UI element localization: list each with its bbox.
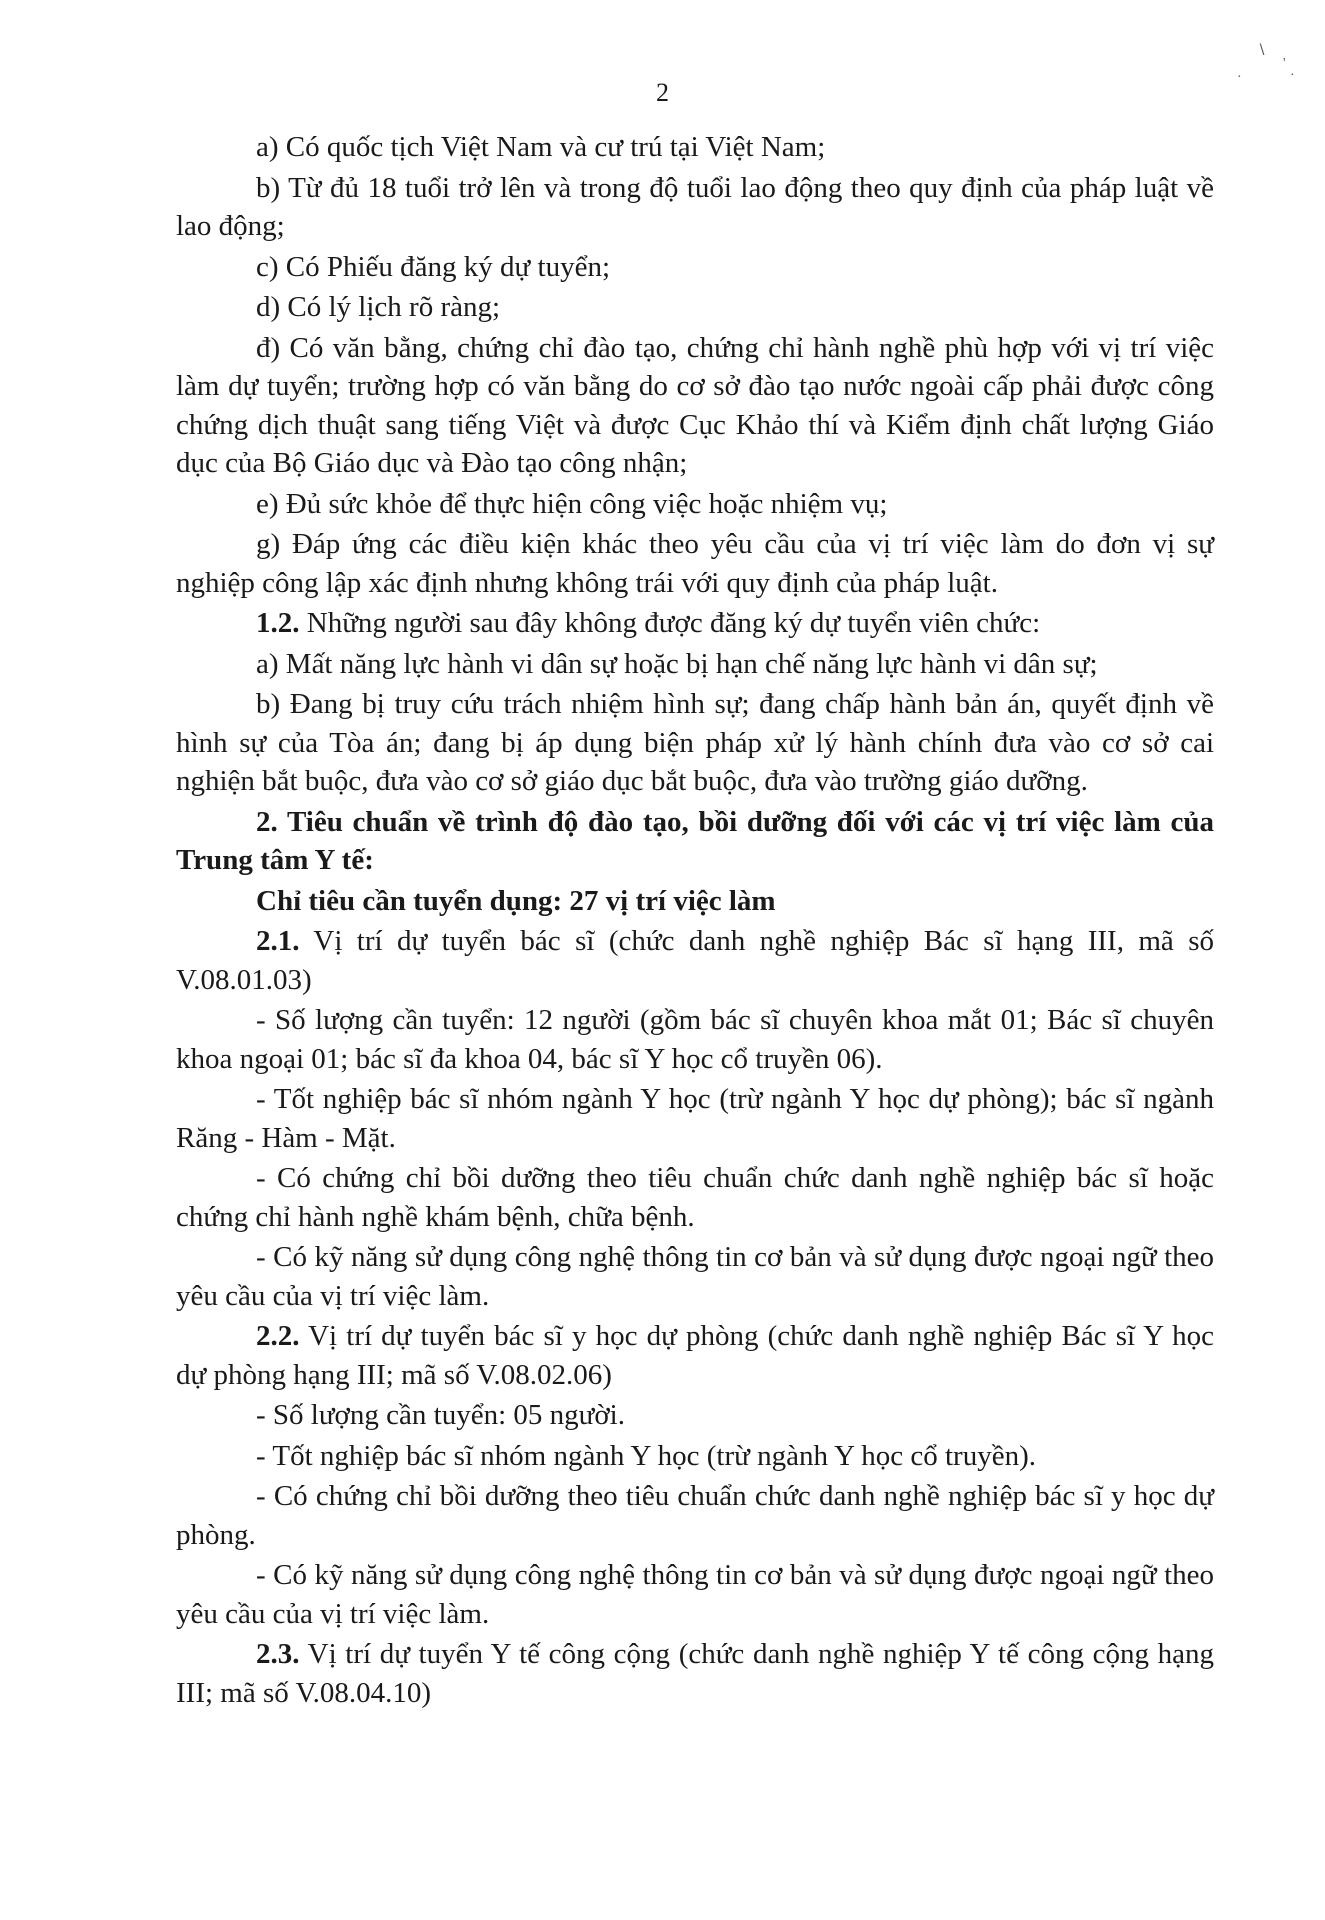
paragraph-civil-capacity: a) Mất năng lực hành vi dân sự hoặc bị hạn chế năng lực hành vi dân sự; xyxy=(256,647,1098,680)
section-text: Những người sau đây không được đăng ký dự tuyển viên chức: xyxy=(299,607,1041,639)
paragraph-health: e) Đủ sức khỏe để thực hiện công việc hoặc nhiệm vụ; xyxy=(256,487,888,520)
paragraph-criminal-liability: b) Đang bị truy cứu trách nhiệm hình sự; đang chấp hành bản án, quyết định về hình sự của Tòa án; đang bị áp dụng biện pháp xử lý hành chính đưa vào cơ sở cai nghiện bắt buộc, đưa vào cơ sở giáo dục bắt buộc, đưa vào trường giáo dưỡng. xyxy=(176,688,1214,797)
paragraph-section-2-2 xyxy=(176,1317,1214,1394)
section-number: 1.2. xyxy=(256,607,300,639)
page-number: 2 xyxy=(656,78,669,107)
scan-artifact-marks: ∖ ' · · xyxy=(1237,43,1295,85)
paragraph-qualifications: đ) Có văn bằng, chứng chỉ đào tạo, chứng chỉ hành nghề phù hợp với vị trí việc làm dự tuyển; trường hợp có văn bằng do cơ sở đào tạo nước ngoài cấp phải được công chứng dịch thuật sang tiếng Việt và được Cục Khảo thí và Kiểm định chất lượng Giáo dục của Bộ Giáo dục và Đào tạo công nhận; xyxy=(176,331,1214,479)
paragraph-preventive-certificate: - Có chứng chỉ bồi dưỡng theo tiêu chuẩn chức danh nghề nghiệp bác sĩ y học dự phòng. xyxy=(176,1480,1214,1551)
paragraph-preventive-skills: - Có kỹ năng sử dụng công nghệ thông tin cơ bản và sử dụng được ngoại ngữ theo yêu cầu của vị trí việc làm. xyxy=(176,1559,1214,1630)
paragraph-other-conditions: g) Đáp ứng các điều kiện khác theo yêu cầu của vị trí việc làm do đơn vị sự nghiệp công lập xác định nhưng không trái với quy định của pháp luật. xyxy=(176,528,1214,599)
paragraph-doctor-quantity: - Số lượng cần tuyển: 12 người (gồm bác sĩ chuyên khoa mắt 01; Bác sĩ chuyên khoa ngoại 01; bác sĩ đa khoa 04, bác sĩ Y học cổ truyền 06). xyxy=(176,1004,1214,1075)
paragraph-preventive-degree: - Tốt nghiệp bác sĩ nhóm ngành Y học (trừ ngành Y học cổ truyền). xyxy=(256,1439,1036,1472)
section-text: Vị trí dự tuyển bác sĩ y học dự phòng (chức danh nghề nghiệp Bác sĩ Y học dự phòng hạng III; mã số V.08.02.06) xyxy=(176,1320,1214,1391)
section-number: 2.3. xyxy=(256,1638,300,1670)
paragraph-doctor-skills: - Có kỹ năng sử dụng công nghệ thông tin cơ bản và sử dụng được ngoại ngữ theo yêu cầu của vị trí việc làm. xyxy=(176,1241,1214,1312)
paragraph-nationality: a) Có quốc tịch Việt Nam và cư trú tại Việt Nam; xyxy=(256,131,826,163)
section-text: Vị trí dự tuyển Y tế công cộng (chức danh nghề nghiệp Y tế công cộng hạng III; mã số V.08.04.10) xyxy=(176,1638,1214,1709)
paragraph-section-2-3 xyxy=(176,1635,1214,1712)
section-text: Vị trí dự tuyển bác sĩ (chức danh nghề nghiệp Bác sĩ hạng III, mã số V.08.01.03) xyxy=(176,925,1214,996)
heading-section-2: 2. Tiêu chuẩn về trình độ đào tạo, bồi dưỡng đối với các vị trí việc làm của Trung tâm Y tế: xyxy=(176,805,1214,876)
section-number: 2.1. xyxy=(256,925,300,957)
section-number: 2.2. xyxy=(256,1320,300,1352)
paragraph-section-2-1 xyxy=(176,922,1214,999)
heading-recruitment-quota: Chỉ tiêu cần tuyển dụng: 27 vị trí việc làm xyxy=(256,884,776,917)
document-body xyxy=(176,128,1214,1714)
paragraph-background: d) Có lý lịch rõ ràng; xyxy=(256,291,501,323)
paragraph-doctor-certificate: - Có chứng chỉ bồi dưỡng theo tiêu chuẩn chức danh nghề nghiệp bác sĩ hoặc chứng chỉ hành nghề khám bệnh, chữa bệnh. xyxy=(176,1162,1214,1233)
paragraph-doctor-degree: - Tốt nghiệp bác sĩ nhóm ngành Y học (trừ ngành Y học dự phòng); bác sĩ ngành Răng - Hàm - Mặt. xyxy=(176,1083,1214,1154)
paragraph-age: b) Từ đủ 18 tuổi trở lên và trong độ tuổi lao động theo quy định của pháp luật về lao động; xyxy=(176,171,1214,242)
paragraph-section-1-2 xyxy=(176,604,1214,643)
paragraph-preventive-quantity: - Số lượng cần tuyển: 05 người. xyxy=(256,1399,625,1431)
paragraph-registration-form: c) Có Phiếu đăng ký dự tuyển; xyxy=(256,250,611,283)
